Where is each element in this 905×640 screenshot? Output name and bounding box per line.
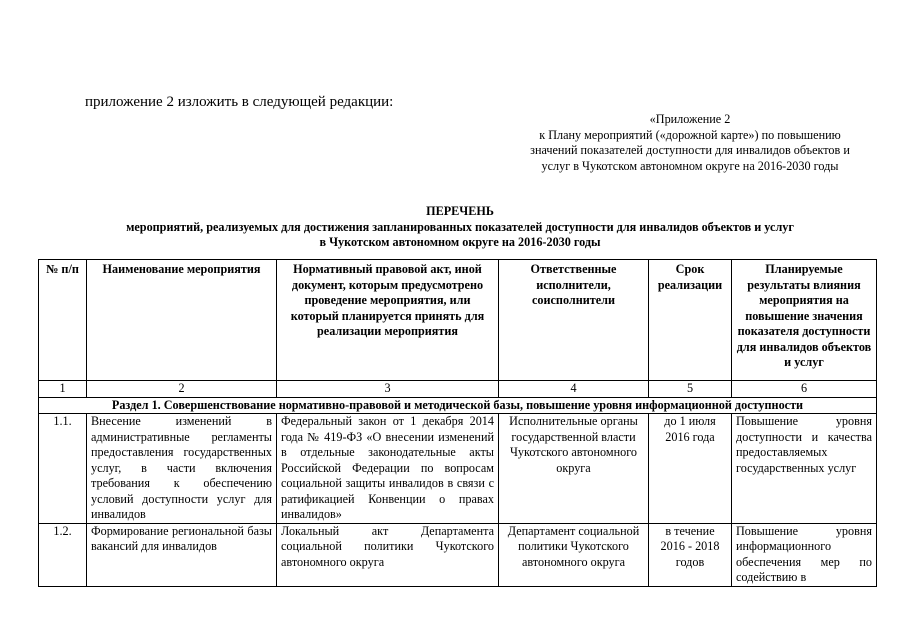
header-name: Наименование мероприятия	[87, 260, 277, 381]
table-header-row	[39, 260, 877, 381]
appendix-note	[505, 112, 875, 174]
row-result: Повышение уровня доступности и качества предоставляемых государственных услуг	[732, 414, 877, 524]
row-name: Формирование региональной базы вакансий для инвалидов	[87, 523, 277, 586]
row-num: 1.1.	[39, 414, 87, 524]
row-executors: Департамент социальной политики Чукотского автономного округа	[499, 523, 649, 586]
row-term: до 1 июля 2016 года	[649, 414, 732, 524]
appendix-line: «Приложение 2	[649, 112, 731, 126]
measures-table	[38, 259, 877, 587]
column-number: 1	[39, 381, 87, 398]
table-row	[39, 414, 877, 524]
column-number: 5	[649, 381, 732, 398]
row-executors: Исполнительные органы государственной власти Чукотского автономного округа	[499, 414, 649, 524]
appendix-line: к Плану мероприятий («дорожной карте») по повышению	[539, 127, 841, 142]
header-term: Срок реализации	[649, 260, 732, 381]
section-title: Раздел 1. Совершенствование нормативно-правовой и методической базы, повышение уровня информационной доступности	[39, 397, 877, 414]
heading-subtitle-line2: в Чукотском автономном округе на 2016-2030 годы	[319, 235, 601, 249]
row-term: в течение 2016 - 2018 годов	[649, 523, 732, 586]
header-act: Нормативный правовой акт, иной документ, которым предусмотрено проведение мероприятия, или который планируется принять для реализации мероприятия	[277, 260, 499, 381]
column-number-row	[39, 381, 877, 398]
heading-title: ПЕРЕЧЕНЬ	[426, 204, 494, 218]
document-heading	[40, 204, 880, 251]
column-number: 2	[87, 381, 277, 398]
column-number: 3	[277, 381, 499, 398]
column-number: 6	[732, 381, 877, 398]
appendix-line: услуг в Чукотском автономном округе на 2016-2030 годы	[541, 158, 839, 173]
row-act: Локальный акт Департамента социальной политики Чукотского автономного округа	[277, 523, 499, 586]
header-executors: Ответственные исполнители, соисполнители	[499, 260, 649, 381]
column-number: 4	[499, 381, 649, 398]
table-row	[39, 523, 877, 586]
header-result: Планируемые результаты влияния мероприятия на повышение значения показателя доступности для инвалидов объектов и услуг	[732, 260, 877, 381]
row-name: Внесение изменений в административные регламенты предоставления государственных услуг, в части включения требования к обеспечению условий доступности услуг для инвалидов	[87, 414, 277, 524]
row-act: Федеральный закон от 1 декабря 2014 года № 419-ФЗ «О внесении изменений в отдельные законодательные акты Российской Федерации по вопросам социальной защиты инвалидов в связи с ратификацией Конвенции о правах инвалидов»	[277, 414, 499, 524]
header-num: № п/п	[39, 260, 87, 381]
heading-subtitle-line1: мероприятий, реализуемых для достижения запланированных показателей доступности для инвалидов объектов и услуг	[126, 219, 794, 234]
intro-text: приложение 2 изложить в следующей редакции:	[85, 94, 394, 110]
row-num: 1.2.	[39, 523, 87, 586]
section-row	[39, 397, 877, 414]
appendix-line: значений показателей доступности для инвалидов объектов и	[530, 143, 850, 157]
row-result: Повышение уровня информационного обеспечения мер по содействию в	[732, 523, 877, 586]
